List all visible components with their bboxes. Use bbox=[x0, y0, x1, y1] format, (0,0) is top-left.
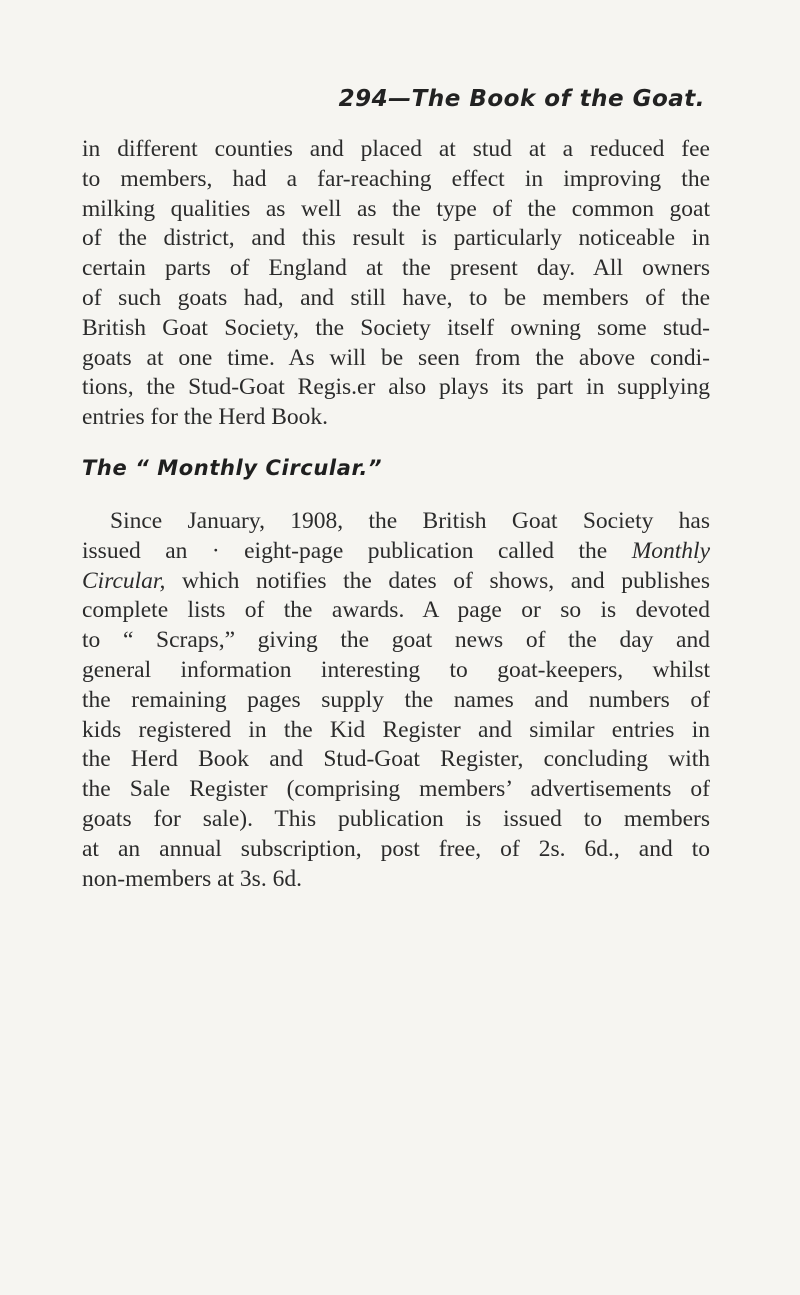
text-line: non-members at 3s. 6d. bbox=[82, 865, 302, 892]
text-line: complete lists of the awards. A page or so is devoted bbox=[82, 597, 710, 624]
text-line: the Sale Register (comprising members’ advertisements of bbox=[82, 776, 710, 803]
publication-title: Circular, bbox=[82, 567, 166, 594]
text-line: to “ Scraps,” giving the goat news of the day and bbox=[82, 627, 710, 654]
text-line: general information interesting to goat-keepers, whilst bbox=[82, 656, 710, 683]
publication-title: Monthly bbox=[631, 537, 711, 564]
section-heading: The “ Monthly Circular.” bbox=[82, 456, 383, 480]
text-line: goats at one time. As will be seen from the above condi- bbox=[82, 344, 710, 371]
text-line: of the district, and this result is particularly noticeable in bbox=[82, 225, 710, 252]
text-line: at an annual subscription, post free, of 2s. 6d., and to bbox=[82, 835, 710, 862]
text-line: kids registered in the Kid Register and similar entries in bbox=[82, 716, 710, 743]
text-line bbox=[82, 567, 710, 597]
paragraph-monthly-circular bbox=[82, 507, 710, 894]
text-line bbox=[82, 537, 710, 567]
text-line: tions, the Stud-Goat Regis.er also plays its part in supplying bbox=[82, 374, 710, 401]
text-line: milking qualities as well as the type of the common goat bbox=[82, 195, 710, 222]
text-line: of such goats had, and still have, to be members of the bbox=[82, 284, 710, 311]
text-segment: issued an · eight-page publication called the bbox=[82, 537, 608, 564]
text-line: in different counties and placed at stud at a reduced fee bbox=[82, 136, 710, 162]
text-line: goats for sale). This publication is issued to members bbox=[82, 805, 710, 832]
text-line: British Goat Society, the Society itself owning some stud- bbox=[82, 314, 710, 341]
text-line: the Herd Book and Stud-Goat Register, concluding with bbox=[82, 746, 710, 773]
text-line: to members, had a far-reaching effect in improving the bbox=[82, 165, 710, 192]
text-line: certain parts of England at the present day. All owners bbox=[82, 255, 710, 282]
text-line: Since January, 1908, the British Goat Society has bbox=[110, 508, 710, 534]
running-head: 294—The Book of the Goat. bbox=[338, 86, 705, 112]
paragraph-stud-goat-register bbox=[82, 135, 710, 433]
text-line: entries for the Herd Book. bbox=[82, 404, 329, 431]
text-line: the remaining pages supply the names and numbers of bbox=[82, 686, 710, 713]
text-segment: which notifies the dates of shows, and publishes bbox=[181, 567, 711, 594]
